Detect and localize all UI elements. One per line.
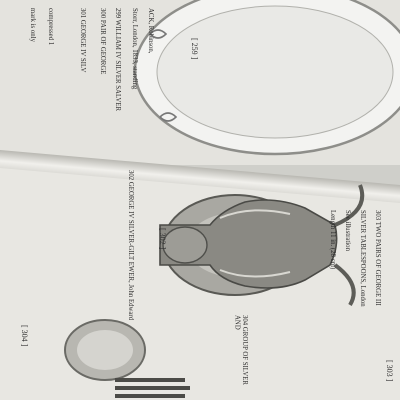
text-line: 302 GEORGE IV SILVER-GILT EWER, John Edward bbox=[127, 170, 134, 321]
page-number: [ 302 ] bbox=[158, 228, 167, 250]
text-line: Storr, London, 1833, standing bbox=[131, 8, 138, 90]
page-number: [ 303 ] bbox=[385, 360, 394, 382]
text-column bbox=[365, 210, 381, 350]
text-line: 301 GEORGE IV SILV bbox=[79, 8, 86, 73]
text-column bbox=[118, 170, 134, 330]
silver-salver-image bbox=[135, 0, 400, 154]
text-line: compressed 1 bbox=[47, 8, 54, 46]
text-column bbox=[232, 315, 248, 395]
text-column bbox=[320, 210, 336, 350]
text-line: 304 GROUP OF SILVER AND bbox=[233, 315, 248, 385]
text-column bbox=[335, 210, 351, 350]
page-number: [ 259 ] bbox=[190, 38, 199, 60]
text-column bbox=[138, 8, 154, 158]
text-line: See illustration bbox=[344, 210, 351, 251]
text-column bbox=[70, 8, 86, 158]
text-line: Length 11 in. (28 cm) bbox=[329, 210, 336, 270]
text-line: 299 WILLIAM IV SILVER SALVER bbox=[114, 8, 121, 112]
text-column bbox=[20, 8, 36, 158]
text-column bbox=[122, 8, 138, 158]
page-number: [ 304 ] bbox=[20, 325, 29, 347]
text-line: 300 PAIR OF GEORGE bbox=[99, 8, 106, 75]
text-column bbox=[38, 8, 54, 158]
silver-group-image bbox=[65, 320, 190, 396]
text-column bbox=[105, 8, 121, 158]
text-line: 303 TWO PAIRS OF GEORGE III bbox=[374, 210, 381, 306]
text-line: ACK, Robinson, bbox=[147, 8, 154, 54]
text-line: mark is only bbox=[29, 8, 36, 42]
text-column bbox=[350, 210, 366, 350]
text-column bbox=[90, 8, 106, 158]
text-line: SILVER TABLESPOONS, London bbox=[359, 210, 366, 307]
